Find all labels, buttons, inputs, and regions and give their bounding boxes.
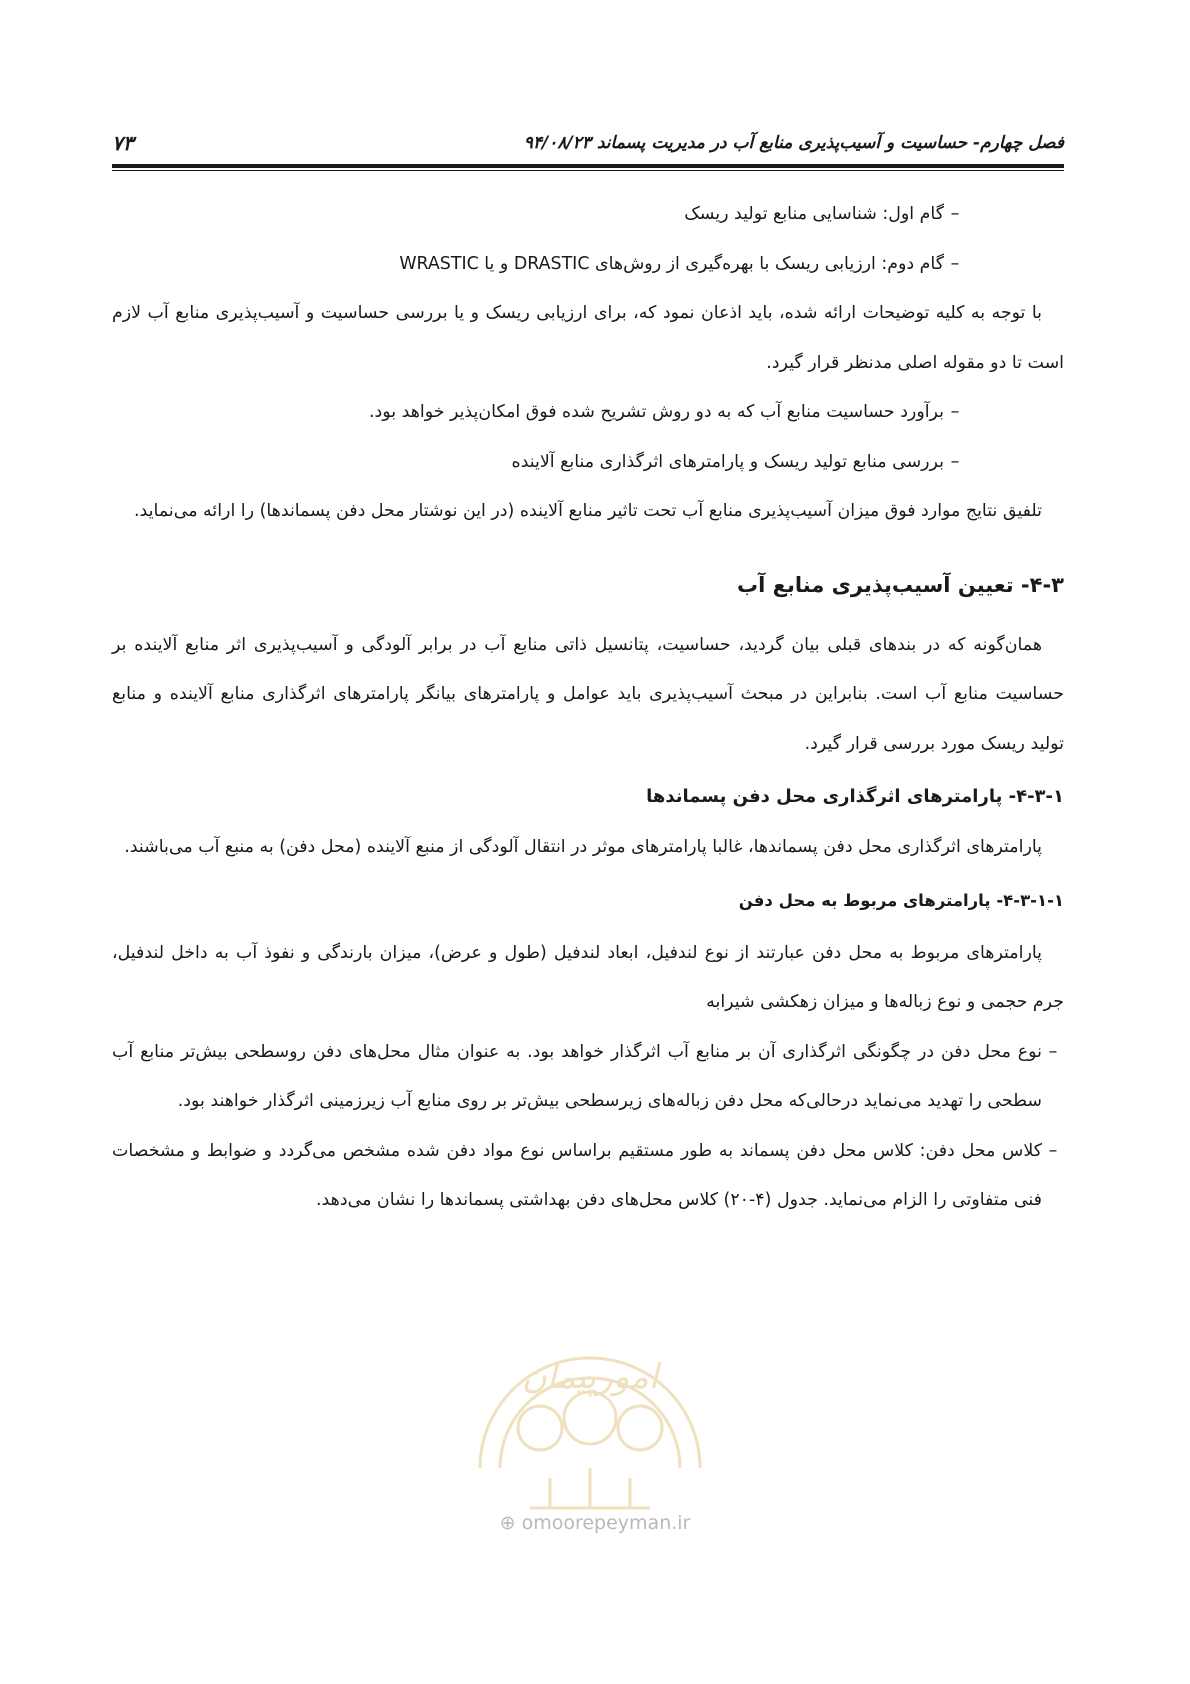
page-header (112, 128, 1064, 158)
paragraph: تلفیق نتایج موارد فوق میزان آسیب‌پذیری منابع آب تحت تاثیر منابع آلاینده (در این نوشتار محل دفن پسماندها) را ارائه می‌نماید. (134, 501, 1042, 521)
page-number: ۷۳ (112, 131, 134, 155)
dash-bullet: – (950, 402, 960, 422)
dash-bullet: – (950, 451, 960, 472)
list-item (112, 388, 1064, 438)
footer-url[interactable] (0, 1512, 1190, 1534)
step-one: گام اول: شناسایی منابع تولید ریسک (684, 204, 944, 224)
dash-bullet: – (1048, 1140, 1058, 1161)
header-rule-thin (112, 170, 1064, 171)
dash-bullet: – (950, 253, 960, 274)
list-item-text: برآورد حساسیت منابع آب که به دو روش تشریح شده فوق امکان‌پذیر خواهد بود. (368, 402, 944, 422)
subsubsection-heading: ۴-۳-۱-۱- پارامترهای مربوط به محل دفن (738, 890, 1064, 910)
list-item (112, 190, 1064, 240)
paragraph: با توجه به کلیه توضیحات ارائه شده، باید اذعان نمود که، برای ارزیابی ریسک و یا بررسی حساسیت و آسیب‌پذیری منابع آب لازم است تا دو مقوله اصلی مدنظر قرار گیرد. (112, 303, 1064, 373)
list-item-text: نوع محل دفن در چگونگی اثرگذاری آن بر منابع آب اثرگذار خواهد بود. به عنوان مثال محل‌های دفن روسطحی بیش‌تر منابع آب سطحی را تهدید می‌نماید درحالی‌که محل دفن زباله‌های زیرسطحی بیش‌تر بر روی منابع آب زیرزمینی اثرگذار خواهند بود. (112, 1041, 1042, 1111)
seal-logo-icon (440, 1318, 740, 1518)
subsection-heading: ۴-۳-۱- پارامترهای اثرگذاری محل دفن پسماندها (646, 786, 1064, 807)
list-item (112, 438, 1064, 488)
section-heading: ۴-۳- تعیین آسیب‌پذیری منابع آب (737, 572, 1064, 597)
dash-bullet: – (1048, 1041, 1058, 1062)
list-item-text: کلاس محل دفن: کلاس محل دفن پسماند به طور مستقیم براساس نوع مواد دفن شده مشخص می‌گردد و ضوابط و مشخصات فنی متفاوتی را الزام می‌نماید. جدول (۴-۲۰) کلاس محل‌های دفن بهداشتی پسماندها را نشان می‌دهد. (112, 1140, 1042, 1210)
list-item (112, 240, 1064, 290)
dash-bullet: – (950, 204, 960, 224)
list-item (112, 1028, 1064, 1127)
list-item (112, 1127, 1064, 1226)
footer-url-text[interactable]: omoorepeyman.ir (521, 1512, 691, 1534)
header-rule-thick (112, 164, 1064, 168)
document-body (112, 190, 1064, 1226)
seal-logo-text: امورپیمان (521, 1357, 659, 1397)
paragraph: همان‌گونه که در بندهای قبلی بیان گردید، حساسیت، پتانسیل ذاتی منابع آب در برابر آلودگی و آسیب‌پذیری اثر منابع آلاینده بر حساسیت منابع آب است. بنابراین در مبحث آسیب‌پذیری باید عوامل و پارامترهای بیانگر پارامترهای اثرگذاری منابع آلاینده و منابع تولید ریسک مورد بررسی قرار گیرد. (112, 634, 1064, 754)
paragraph: پارامترهای اثرگذاری محل دفن پسماندها، غالبا پارامترهای موثر در انتقال آلودگی از منبع آلاینده (محل دفن) به منبع آب می‌باشند. (124, 837, 1042, 857)
chapter-title: فصل چهارم- حساسیت و آسیب‌پذیری منابع آب در مدیریت پسماند ۹۴/۰۸/۲۳ (523, 133, 1064, 153)
link-icon: ⊕ (499, 1512, 522, 1534)
step-two: گام دوم: ارزیابی ریسک با بهره‌گیری از روش‌های DRASTIC و یا WRASTIC (399, 253, 944, 274)
list-item-text: بررسی منابع تولید ریسک و پارامترهای اثرگذاری منابع آلاینده (511, 451, 944, 472)
paragraph: پارامترهای مربوط به محل دفن عبارتند از نوع لندفیل، ابعاد لندفیل (طول و عرض)، میزان بارندگی و نفوذ آب به داخل لندفیل، جرم حجمی و نوع زباله‌ها و میزان زهکشی شیرابه (112, 942, 1064, 1012)
